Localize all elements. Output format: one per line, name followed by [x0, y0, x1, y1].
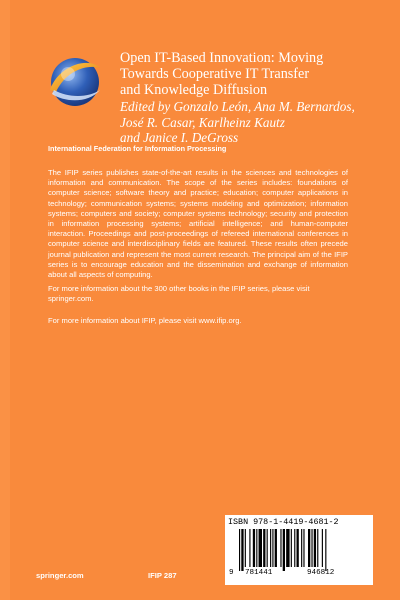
- book-editors: [120, 99, 382, 146]
- editor-line: José R. Casar, Karlheinz Kautz: [120, 114, 285, 130]
- ifip-globe-logo-icon: [38, 46, 108, 116]
- series-heading: International Federation for Information Processing: [48, 144, 227, 153]
- series-description: The IFIP series publishes state-of-the-art results in the sciences and technologies of information and communication. The scope of the series includes: foundations of computer science; software theory and practice; education; computer applications in technology; communication systems; systems modeling and optimization; information systems; computers and society; computer systems technology; security and protection in information processing systems; artificial intelligence; and human-computer interaction. Proceedings and post-proceedings of refereed international conferences in computer science and interdisciplinary fields are featured. These results often precede journal publication and represent the most current research. The principal aim of the IFIP series is to encourage education and the dissemination and exchange of information about all aspects of computing.: [48, 168, 348, 280]
- isbn-barcode-box: [225, 515, 373, 585]
- more-books-note: For more information about the 300 other books in the IFIP series, please visit springer.com.: [48, 284, 310, 304]
- title-line: Open IT-Based Innovation: Moving: [120, 50, 324, 66]
- barcode-digit-group: 946812: [307, 569, 335, 577]
- title-block: [120, 50, 382, 146]
- more-ifip-note: For more information about IFIP, please visit www.ifip.org.: [48, 316, 242, 325]
- barcode-digit-lead: 9: [229, 569, 234, 577]
- series-number: IFIP 287: [148, 571, 177, 580]
- editor-line: Edited by Gonzalo León, Ana M. Bernardos,: [120, 99, 355, 114]
- title-line: and Knowledge Diffusion: [120, 82, 268, 98]
- barcode-icon: [239, 529, 361, 571]
- book-title: [120, 50, 382, 98]
- isbn-label: ISBN 978-1-4419-4681-2: [228, 517, 339, 527]
- barcode-digit-group: 781441: [245, 569, 273, 577]
- spine-edge: [0, 0, 10, 600]
- editor-line: and Janice I. DeGross: [120, 130, 239, 145]
- publisher-website: springer.com: [36, 571, 84, 580]
- title-line: Towards Cooperative IT Transfer: [120, 66, 310, 82]
